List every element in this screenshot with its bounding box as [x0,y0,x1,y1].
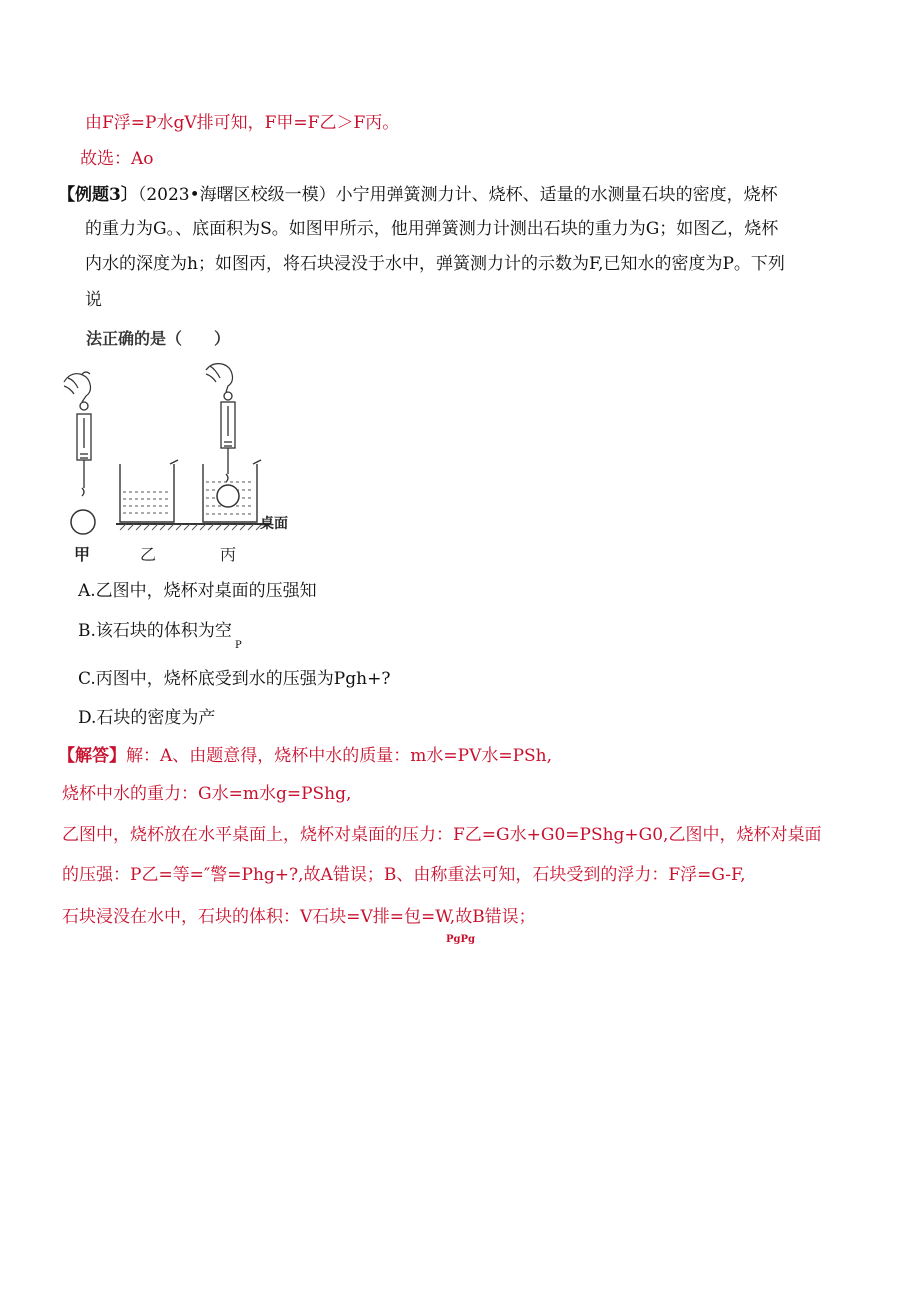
label-jia: 甲 [74,545,91,564]
answer-line-4: 的压强：P乙=等=″警=Phg+?,故A错误；B、由称重法可知，石块受到的浮力：F浮=G-F, [62,865,746,885]
option-c: C.丙图中，烧杯底受到水的压强为Pgh+? [78,669,391,689]
spring-scale-bing [221,392,235,482]
answer-line-1 [58,745,552,767]
question-line-4: 说 [85,290,102,310]
question-line-2: 的重力为G。、底面积为S。如图甲所示，他用弹簧测力计测出石块的重力为G；如图乙，烧杯 [85,219,779,239]
hand-bing-icon [206,364,233,392]
question-line-3: 内水的深度为h；如图丙，将石块浸没于水中，弹簧测力计的示数为F,已知水的密度为P。下列 [85,254,785,274]
figure-svg [60,362,300,570]
option-d: D.石块的密度为产 [78,708,216,728]
stone-bing [217,485,239,507]
hand-jia-icon [64,372,91,402]
experiment-figure [60,362,300,574]
option-b-subscript: P [235,640,242,651]
solution-line-1: 由F浮=P水gV排可知，F甲=F乙＞F丙。 [85,113,400,133]
solution-line-2: 故选：Ao [80,149,154,169]
answer-line-2: 烧杯中水的重力：G水=m水g=PShg, [62,784,352,804]
option-a: A.乙图中，烧杯对桌面的压强知 [78,581,317,601]
option-b: B.该石块的体积为空 [78,621,232,641]
stone-jia [71,510,95,534]
answer-line-5-subscript: PgPg [446,934,476,945]
answer-line-5: 石块浸没在水中，石块的体积：V石块=V排=包=W,故B错误； [62,907,536,927]
answer-line-3: 乙图中，烧杯放在水平桌面上，烧杯对桌面的压力：F乙=G水+G0=PShg+G0,乙图中，烧杯对桌面 [62,825,822,845]
label-bing: 丙 [220,545,237,564]
answer-line-1-text: 解：A、由题意得，烧杯中水的质量：m水=PV水=PSh, [126,746,553,766]
question-line-5: 法正确的是（ ） [86,329,231,348]
label-table: 桌面 [260,516,288,532]
label-yi: 乙 [140,545,157,564]
spring-scale-jia [77,402,91,496]
answer-label: 【解答】 [58,746,126,766]
example-text: （2023•海曙区校级一模）小宁用弹簧测力计、烧杯、适量的水测量石块的密度，烧杯 [137,185,778,205]
example-label: 【例题3〕 [58,185,138,205]
example-header [58,184,778,206]
water-yi [123,492,171,513]
